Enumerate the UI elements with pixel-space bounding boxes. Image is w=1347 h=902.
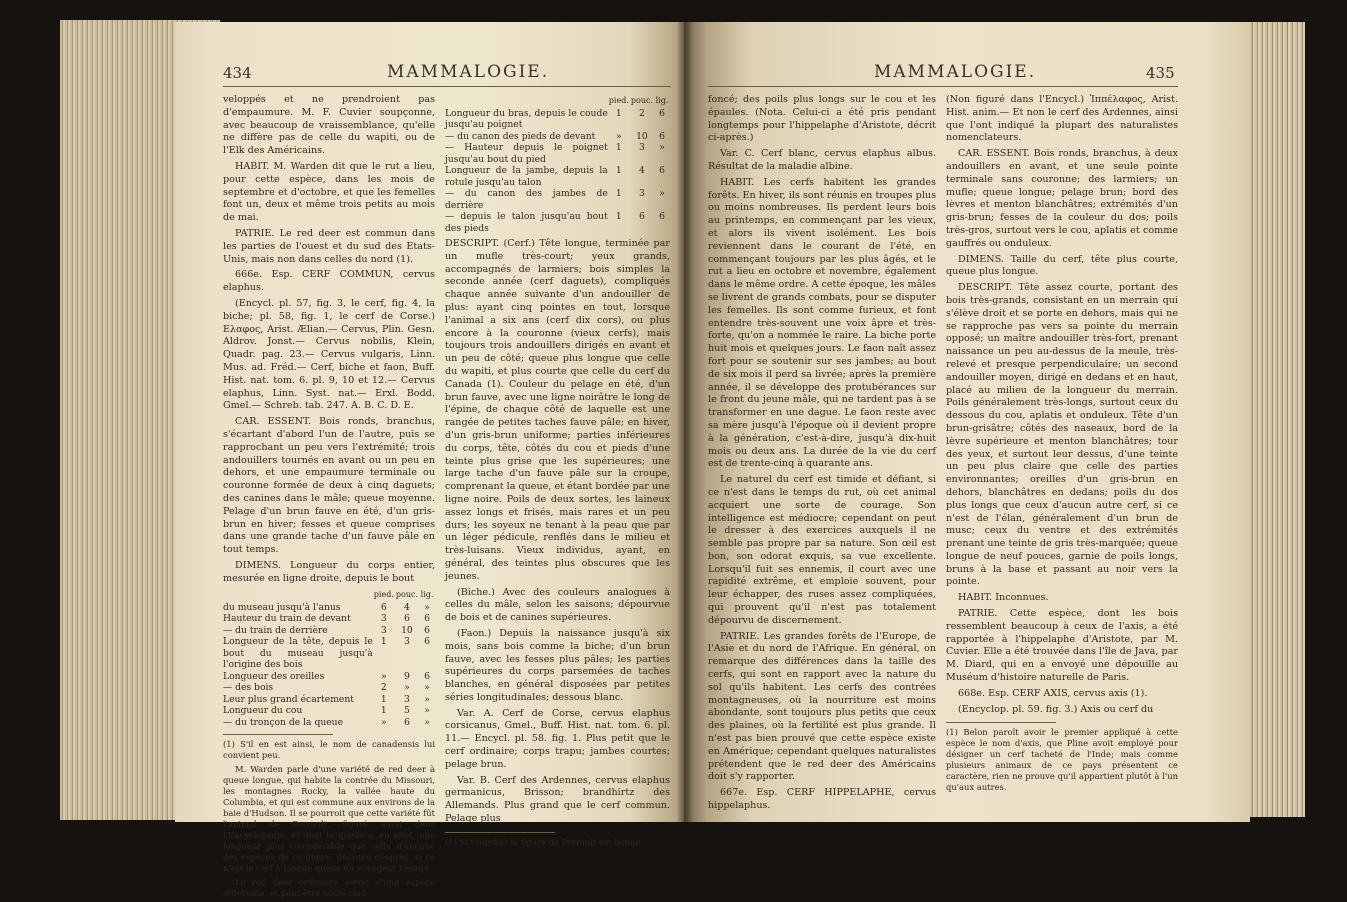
table-row: — depuis le talon jusqu'au bout des pieds 1 6 6 bbox=[445, 211, 665, 234]
column-header: pouc. bbox=[395, 590, 418, 600]
paragraph: (Encycl. pl. 57, fig. 3, le cerf, fig. 4, la biche; pl. 58, fig. 1, le cerf de Corse.) Ελαφος, Arist. Ælian.— Cervus, Plin. Gesn. Aldrov. Jonst.— Cervus nobilis, Klein, Quadr. pag. 23.— Cervus vulgaris, Linn. Mus. ad. Fréd.— Cerf, biche et faon, Buff. Hist. nat. tom. 6. pl. 9, 10 et 12.— Cervus elaphus, Linn. Syst. nat.— Erxl. Bodd. Gmel.— Schreb. tab. 247. A. B. C. D. E. bbox=[223, 297, 435, 412]
paragraph: Var. B. Cerf des Ardennes, cervus elaphus germanicus, Brisson; brandhirtz des Allemands. Plus grand que le cerf commun. Pelage plus bbox=[445, 774, 670, 825]
column-header: pied. bbox=[373, 590, 394, 600]
right-column-2 bbox=[946, 94, 1178, 793]
paragraph: HABIT. Les cerfs habitent les grandes forêts. En hiver, ils sont réunis en troupes plus ou moins nombreuses. Ils perdent leurs bois au printemps, en commençant par les vieux, et alors ils vivent isolément. Les bois reviennent dans le courant de l'été, en commençant toujours par les plus âgés, et le rut a lieu en octobre et novembre, également dans le même ordre. A cette époque, les mâles se livrent de grands combats, pour se disputer les femelles. Ils sont comme furieux, et font entendre très-souvent une voix âpre et très-forte, qu'on a nommée le raire. La biche porte huit mois et quelques jours. Le faon naît assez fort pour se soutenir sur ses jambes; au bout de six mois il perd sa livrée; après la première année, il se développe des protubérances sur le front du jeune mâle, qui ne tardent pas à se transformer en une dague. Le faon reste avec sa mère jusqu'à l'époque où il devient propre à la génération, c'est-à-dire, jusqu'à dix-huit mois ou deux ans. La durée de la vie du cerf est de trente-cinq à quarante ans. bbox=[708, 176, 936, 470]
footnote: (1) Si toutefois la figure de Perrault est bonne. bbox=[445, 836, 644, 847]
footnote-rule bbox=[223, 734, 333, 735]
column-header: pouc. bbox=[630, 96, 653, 105]
table-row: Longueur des oreilles » 9 6 bbox=[223, 670, 430, 682]
paragraph: CAR. ESSENT. Bois ronds, branchus, s'écartant d'abord l'un de l'autre, puis se rapprochant un peu vers l'extrémité; trois andouillers tournés en avant ou un peu en dehors, et une empaumure terminale ou couronne formée de deux à cinq daguets; des canines dans le mâle; queue moyenne. Pelage d'un brun fauve en été, d'un gris-brun en hiver; fesses et queue comprises dans une grande tache d'un fauve pâle en tout temps. bbox=[223, 416, 435, 556]
left-column-2 bbox=[445, 94, 670, 848]
table-row: Leur plus grand écartement 1 3 » bbox=[223, 693, 430, 705]
paragraph: DIMENS. Longueur du corps entier, mesurée en ligne droite, depuis le bout bbox=[223, 559, 435, 584]
table-row: Longueur du bras, depuis le coude jusqu'au poignet 1 2 6 bbox=[445, 107, 665, 130]
left-head-rule bbox=[223, 86, 671, 87]
table-row: — Hauteur depuis le poignet jusqu'au bout du pied 1 3 » bbox=[445, 142, 665, 165]
book-gutter bbox=[677, 22, 693, 822]
column-header: lig. bbox=[420, 590, 434, 600]
paragraph: PATRIE. Le red deer est commun dans les parties de l'ouest et du sud des Etats-Unis, mais non dans celles du nord (1). bbox=[223, 227, 435, 265]
right-running-head: MAMMALOGIE. bbox=[874, 62, 1037, 82]
left-page-number: 434 bbox=[223, 64, 252, 82]
table-row: — du canon des jambes de derrière 1 3 » bbox=[445, 188, 665, 211]
right-head-rule bbox=[708, 86, 1178, 87]
left-column-1 bbox=[223, 94, 435, 902]
column-header: lig. bbox=[655, 96, 669, 105]
table-row: — du train de derrière 3 10 6 bbox=[223, 624, 430, 636]
table-row: Longueur de la tête, depuis le bout du museau jusqu'à l'origine des bois 1 3 6 bbox=[223, 636, 430, 671]
paragraph: (Faon.) Depuis la naissance jusqu'à six mois, sans bois comme la biche; d'un brun fauve, avec les fesses plus pâles; les parties supérieures du corps parsemées de taches blanches, en général disposées par petites séries longitudinales; dessous blanc. bbox=[445, 627, 670, 703]
left-running-head: MAMMALOGIE. bbox=[387, 62, 550, 82]
right-page-number: 435 bbox=[1146, 64, 1175, 82]
paragraph: CAR. ESSENT. Bois ronds, branchus, à deux andouillers en avant, et une seule pointe terminale sans couronne; des larmiers; un mufle; queue longue; pelage brun; bord des lèvres et menton blanchâtres; extrémités d'un gris-brun; fesses de la couleur du dos; poils très-gros, surtout vers le cou, aplatis et comme gauffrés ou onduleux. bbox=[946, 148, 1178, 249]
paragraph: foncé; des poils plus longs sur le cou et les épaules. (Nota. Celui-ci a été pris pendant longtemps pour l'hippelaphe d'Aristote, décrit ci-après.) bbox=[708, 94, 936, 144]
paragraph: PATRIE. Cette espèce, dont les bois ressemblent beaucoup à ceux de l'axis, a été rapportée à l'hippelaphe d'Aristote, par M. Cuvier. Elle a été trouvée dans l'île de Java, par M. Diard, qui en a envoyé une dépouille au Muséum d'histoire naturelle de Paris. bbox=[946, 608, 1178, 684]
paragraph: DESCRIPT. (Cerf.) Tête longue, terminée par un mufle très-court; yeux grands, accompagnés de larmiers; bois simples la seconde année (cerf daguets), compliqués chaque année suivante d'un andouiller de plus: ayant cinq pointes en tout, lorsque l'animal a six ans (cerf dix cors), ou plus encore à la couronne (vieux cerfs), mais toujours trois andouillers dirigés en avant et un peu de côté; queue plus longue que celle du wapiti, et plus courte que celle du cerf du Canada (1). Couleur du pelage en été, d'un brun fauve, avec une ligne noirâtre le long de l'épine, de chaque côté de laquelle est une rangée de petites taches fauve pâle; en hiver, d'un gris-brun uniforme; parties inférieures du corps, tête, côtés du cou et pieds d'une teinte plus grise que les supérieures; une large tache d'un fauve pâle sur la croupe, comprenant la queue, et étant bordée par une ligne noire. Poils de deux sortes, les laineux assez longs et frisés, mais rares et un peu durs; les soyeux ne tenant à la peau que par un léger pédicule, renflés dans le milieu et très-luisans. Vieux individus, ayant, en général, des teintes plus obscures que les jeunes. bbox=[445, 238, 670, 582]
footnote-rule bbox=[445, 832, 555, 833]
table-row: — du tronçon de la queue » 6 » bbox=[223, 716, 430, 728]
left-page bbox=[175, 22, 690, 899]
paragraph: HABIT. Inconnues. bbox=[958, 592, 1049, 604]
paragraph: Le naturel du cerf est timide et défiant, si ce n'est dans le temps du rut, où cet animal acquiert une sorte de courage. Son intelligence est médiocre; cependant on peut le dresser à des exercices auxquels il ne semble pas propre par sa nature. Son œil est bon, son odorat exquis, sa vue excellente. Lorsqu'il fuit ses ennemis, il court avec une rapidité extrême, et emploie souvent, pour leur échapper, des ruses assez compliquées, qui prouvent qu'il n'est pas totalement dépourvu de discernement. bbox=[708, 474, 936, 626]
paragraph: PATRIE. Les grandes forêts de l'Europe, de l'Asie et du nord de l'Afrique. En général, on remarque des différences dans la taille des cerfs, qui sont en rapport avec la nature du sol qu'ils habitent. Les cerfs des contrées montagneuses, où la nourriture est moins abondante, sont toujours plus petits que ceux des plaines, où la fertilité est plus grande. Il n'est pas bien prouvé que cette espèce existe en Amérique; cependant quelques naturalistes prétendent que le red deer des Américains doit s'y rapporter. bbox=[708, 630, 936, 783]
table-row: — des bois 2 » » bbox=[223, 682, 430, 694]
species-heading: 667e. Esp. CERF HIPPELAPHE, cervus hippelaphus. bbox=[708, 787, 936, 812]
paragraph: (Encyclop. pl. 59. fig. 3.) Axis ou cerf du bbox=[958, 703, 1154, 715]
species-heading: 668e. Esp. CERF AXIS, cervus axis (1). bbox=[958, 687, 1148, 699]
paragraph: veloppés et ne prendroient pas d'empaumure. M. F. Cuvier soupçonne, avec beaucoup de vraissemblance, qu'elle ne diffère pas de celle du wapiti, ou de l'Elk des Américains. bbox=[223, 94, 435, 157]
table-row: Longueur du cou 1 5 » bbox=[223, 705, 430, 717]
column-header: pied. bbox=[608, 96, 629, 105]
paragraph: Var. A. Cerf de Corse, cervus elaphus corsicanus, Gmel., Buff. Hist. nat. tom. 6. pl. 11.— Encycl. pl. 58. fig. 1. Plus petit que le cerf ordinaire; corps trapu; jambes courtes; pelage brun. bbox=[445, 707, 670, 770]
table-row: Longueur de la jambe, depuis la rotule jusqu'au talon 1 4 6 bbox=[445, 165, 665, 188]
paragraph: HABIT. M. Warden dit que le rut a lieu, pour cette espèce, dans les mois de septembre et d'octobre, et que les femelles font un, deux et même trois petits au mois de mai. bbox=[223, 160, 435, 224]
paragraph: DESCRIPT. Tête assez courte, portant des bois très-grands, consistant en un merrain qui s'élève droit et se porte en dehors, mais qui ne se rapproche pas vers sa pointe du merrain opposé; un maître andouiller très-fort, prenant naissance un peu au-dessus de la meule, très-relevé et presque perpendiculaire; un second andouiller moyen, dirigé en dedans et en haut, placé au milieu de la longueur du merrain. Poils généralement très-longs, surtout ceux du dessous du cou, aplatis et onduleux. Tête d'un brun-grisâtre; côtés des naseaux, bord de la lèvre supérieure et menton blanchâtres; tour des yeux, et surtout leur dessus, d'une teinte un peu plus claire que celle des parties environnantes; oreilles d'un gris-brun en dehors, blanchâtres en dedans; poils du dos plus longs que ceux d'aucun autre cerf, si ce n'est de l'élan, généralement d'un brun de musc; ceux du ventre et des extrémités prenant une teinte de gris très-marquée; queue longue de neuf pouces, garnie de poils longs, bruns à la base et passant au noir vers la pointe. bbox=[946, 282, 1178, 588]
paragraph: Var. C. Cerf blanc, cervus elaphus albus. Résultat de la maladie albine. bbox=[708, 148, 936, 172]
paragraph: (Non figuré dans l'Encycl.) Ἱππέλαφος, Arist. Hist. anim.— Et non le cerf des Ardennes, ainsi que l'ont indiqué la plupart des naturalistes nomenclateurs. bbox=[946, 94, 1178, 144]
dimensions-table-continued bbox=[445, 94, 670, 234]
table-row: — du canon des pieds de devant » 10 6 bbox=[445, 130, 665, 142]
paragraph: DIMENS. Taille du cerf, tête plus courte, queue plus longue. bbox=[946, 253, 1178, 278]
right-page bbox=[684, 22, 1250, 822]
species-heading: 666e. Esp. CERF COMMUN, cervus elaphus. bbox=[223, 269, 435, 294]
dimensions-table bbox=[223, 588, 435, 728]
footnote-rule bbox=[946, 722, 1056, 723]
right-column-1 bbox=[708, 94, 936, 816]
table-row: Hauteur du train de devant 3 6 6 bbox=[223, 613, 430, 625]
footnote: (1) S'il en est ainsi, le nom de canadensis lui convient peu. M. Warden parle d'une variété de red deer à queue longue, qui habite la contrée du Missouri, les montagnes Rocky, la vallée haute du Columbia, et qui est commune aux environs de la baie d'Hudson. Il se pourroit que cette variété fût l'animal de Perrault, figuré aussi dans l'Encyclopédie, et dont la queue a, en effet, une longueur plus considérable que celle d'aucune des espèces de ce genre, décrites ci-après, si ce n'est le cerf à longue queue du voyageur Lesage. Le red deer ordinaire seroit d'une espèce différente, et peut-être notre cerf. bbox=[223, 739, 435, 899]
footnote: (1) Belon paroît avoir le premier appliqué à cette espèce le nom d'axis, que Pline avoit employé pour désigner un cerf tacheté de l'Inde; mais comme plusieurs animaux de ce pays présentent ce caractère, rien ne prouve qu'il appartient plutôt à l'un qu'aux autres. bbox=[946, 727, 1178, 793]
table-row: du museau jusqu'à l'anus 6 4 » bbox=[223, 601, 430, 613]
paragraph: (Biche.) Avec des couleurs analogues à celles du mâle, selon les saisons; dépourvue de bois et de canines supérieures. bbox=[445, 586, 670, 624]
